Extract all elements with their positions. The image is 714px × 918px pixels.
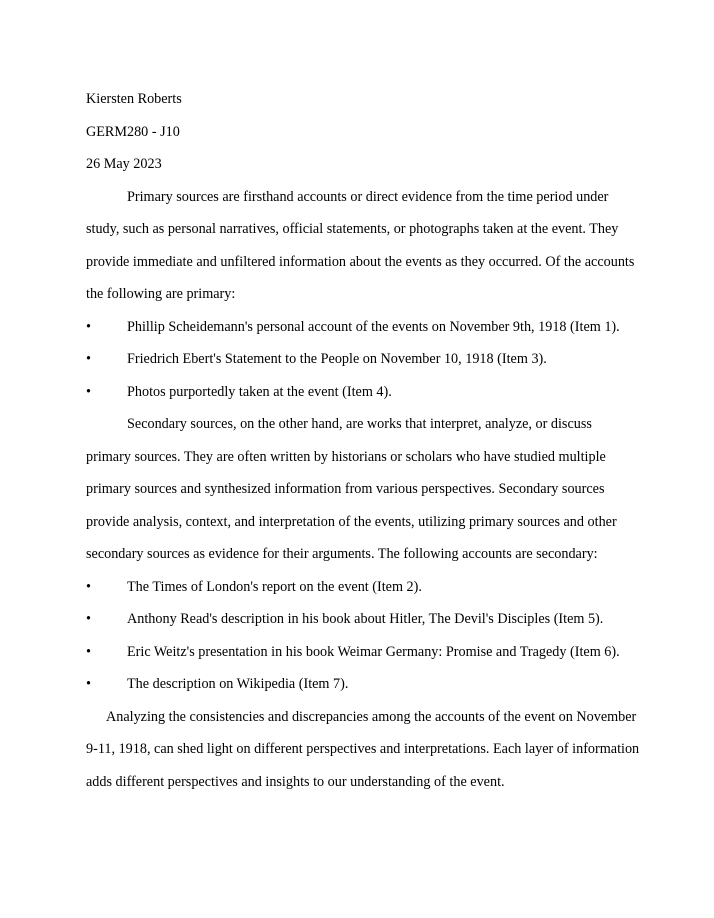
list-item-text: Eric Weitz's presentation in his book Weimar Germany: Promise and Tragedy (Item 6).: [127, 643, 620, 660]
list-item: [86, 311, 646, 344]
bullet-icon: •: [86, 676, 91, 692]
paragraph-line: the following are primary:: [86, 286, 236, 302]
paragraph-line: Secondary sources, on the other hand, are works that interpret, analyze, or discuss: [127, 416, 592, 432]
list-item-text: The Times of London's report on the event (Item 2).: [127, 578, 422, 595]
paragraph-line: primary sources and synthesized information from various perspectives. Secondary sources: [86, 481, 605, 497]
paragraph-line: adds different perspectives and insights to our understanding of the event.: [86, 773, 505, 790]
bullet-icon: •: [86, 643, 91, 660]
bullet-icon: •: [86, 383, 91, 400]
list-item: [86, 636, 646, 669]
primary-sources-list: [86, 311, 646, 409]
bullet-icon: •: [86, 351, 91, 367]
paragraph-line: 9-11, 1918, can shed light on different perspectives and interpretations. Each layer of information: [86, 741, 640, 757]
secondary-sources-list: [86, 571, 646, 701]
paragraph-line: provide analysis, context, and interpretation of the events, utilizing primary sources and other: [86, 513, 617, 530]
paragraph-line: secondary sources as evidence for their arguments. The following accounts are secondary:: [86, 546, 598, 562]
paragraph-primary-sources: [86, 181, 646, 311]
bullet-icon: •: [86, 318, 91, 335]
paragraph-analysis: [86, 701, 646, 799]
list-item-text: Photos purportedly taken at the event (Item 4).: [127, 383, 392, 400]
document-date: 26 May 2023: [86, 156, 162, 172]
list-item: [86, 603, 646, 636]
paragraph-secondary-sources: [86, 408, 646, 571]
list-item-text: Phillip Scheidemann's personal account of the events on November 9th, 1918 (Item 1).: [127, 318, 620, 335]
bullet-icon: •: [86, 611, 91, 627]
paragraph-line: Analyzing the consistencies and discrepancies among the accounts of the event on November: [106, 708, 637, 725]
list-item-text: Friedrich Ebert's Statement to the People on November 10, 1918 (Item 3).: [127, 351, 547, 367]
list-item-text: Anthony Read's description in his book about Hitler, The Devil's Disciples (Item 5).: [127, 611, 604, 627]
author-name: Kiersten Roberts: [86, 91, 182, 107]
list-item: [86, 668, 646, 701]
paragraph-line: primary sources. They are often written by historians or scholars who have studied multiple: [86, 448, 606, 465]
paragraph-line: provide immediate and unfiltered information about the events as they occurred. Of the accounts: [86, 253, 635, 270]
paragraph-line: study, such as personal narratives, official statements, or photographs taken at the event. They: [86, 221, 619, 237]
list-item: [86, 343, 646, 376]
bullet-icon: •: [86, 578, 91, 595]
list-item-text: The description on Wikipedia (Item 7).: [127, 676, 349, 692]
course-code: GERM280 - J10: [86, 123, 180, 140]
document-body: [86, 83, 646, 798]
paragraph-line: Primary sources are firsthand accounts or direct evidence from the time period under: [127, 188, 609, 205]
list-item: [86, 571, 646, 604]
list-item: [86, 376, 646, 409]
